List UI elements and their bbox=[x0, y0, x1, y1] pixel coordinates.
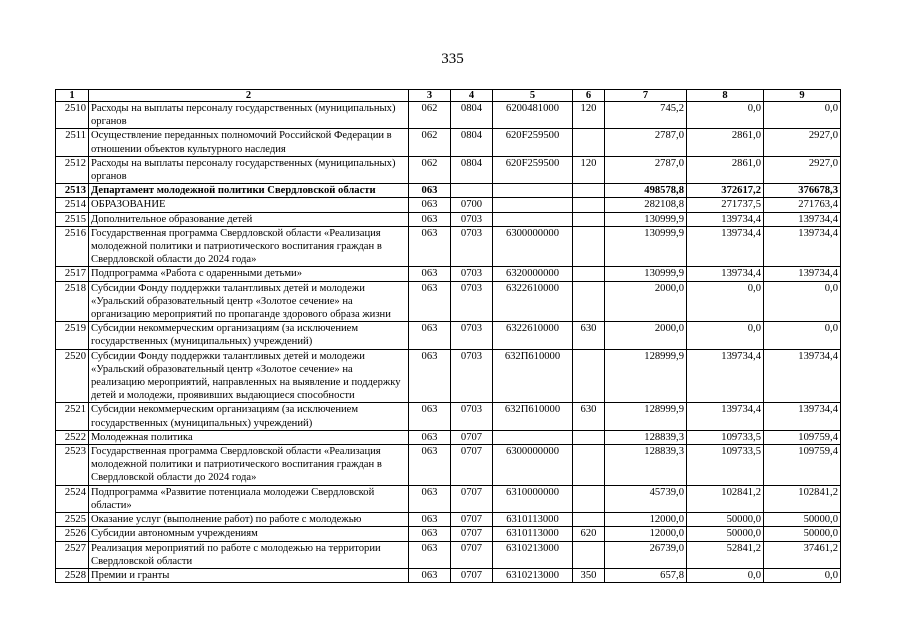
column-header: 1 bbox=[56, 90, 89, 102]
row-code-5 bbox=[493, 184, 573, 198]
table-row bbox=[56, 349, 841, 403]
row-amount-7: 130999,9 bbox=[605, 226, 687, 267]
row-code-3: 063 bbox=[409, 226, 451, 267]
row-code-4: 0700 bbox=[451, 198, 493, 212]
row-number: 2518 bbox=[56, 281, 89, 322]
row-amount-8: 102841,2 bbox=[687, 485, 764, 512]
row-code-3: 063 bbox=[409, 267, 451, 281]
column-header: 5 bbox=[493, 90, 573, 102]
row-code-5 bbox=[493, 212, 573, 226]
row-code-4: 0707 bbox=[451, 445, 493, 486]
row-amount-7: 26739,0 bbox=[605, 541, 687, 568]
row-amount-7: 128839,3 bbox=[605, 445, 687, 486]
row-name: Реализация мероприятий по работе с молодежью на территории Свердловской области bbox=[89, 541, 409, 568]
row-code-3: 063 bbox=[409, 198, 451, 212]
table-row bbox=[56, 102, 841, 129]
row-code-6: 120 bbox=[573, 156, 605, 183]
row-code-5: 6300000000 bbox=[493, 445, 573, 486]
row-number: 2510 bbox=[56, 102, 89, 129]
row-number: 2511 bbox=[56, 129, 89, 156]
row-code-3: 063 bbox=[409, 281, 451, 322]
row-name: Государственная программа Свердловской области «Реализация молодежной политики и патриотического воспитания граждан в Свердловской области до 2024 года» bbox=[89, 445, 409, 486]
row-amount-7: 657,8 bbox=[605, 568, 687, 582]
row-amount-8: 271737,5 bbox=[687, 198, 764, 212]
row-amount-9: 139734,4 bbox=[764, 403, 841, 430]
row-name: Подпрограмма «Работа с одаренными детьми» bbox=[89, 267, 409, 281]
row-code-5: 6300000000 bbox=[493, 226, 573, 267]
row-code-4: 0703 bbox=[451, 281, 493, 322]
row-code-4: 0703 bbox=[451, 212, 493, 226]
row-code-3: 063 bbox=[409, 184, 451, 198]
row-code-6 bbox=[573, 485, 605, 512]
column-header: 6 bbox=[573, 90, 605, 102]
row-number: 2516 bbox=[56, 226, 89, 267]
column-header: 4 bbox=[451, 90, 493, 102]
table-row bbox=[56, 513, 841, 527]
row-code-6: 350 bbox=[573, 568, 605, 582]
row-code-6 bbox=[573, 541, 605, 568]
row-code-6 bbox=[573, 129, 605, 156]
row-amount-8: 139734,4 bbox=[687, 403, 764, 430]
row-amount-7: 745,2 bbox=[605, 102, 687, 129]
row-code-4 bbox=[451, 184, 493, 198]
row-amount-7: 130999,9 bbox=[605, 212, 687, 226]
table-row bbox=[56, 156, 841, 183]
row-code-6 bbox=[573, 267, 605, 281]
table-row bbox=[56, 226, 841, 267]
row-number: 2525 bbox=[56, 513, 89, 527]
table-row bbox=[56, 445, 841, 486]
column-header: 9 bbox=[764, 90, 841, 102]
row-name: Субсидии Фонду поддержки талантливых детей и молодежи «Уральский образовательный центр «Золотое сечение» на реализацию мероприятий, направленных на выявление и поддержку детей и молодежи, проявивших выдающиеся способности bbox=[89, 349, 409, 403]
row-amount-9: 50000,0 bbox=[764, 513, 841, 527]
row-amount-9: 139734,4 bbox=[764, 267, 841, 281]
table-row bbox=[56, 129, 841, 156]
row-code-5: 6322610000 bbox=[493, 322, 573, 349]
row-code-5: 6310113000 bbox=[493, 527, 573, 541]
row-code-4: 0804 bbox=[451, 102, 493, 129]
row-code-4: 0703 bbox=[451, 349, 493, 403]
row-number: 2520 bbox=[56, 349, 89, 403]
row-amount-8: 139734,4 bbox=[687, 212, 764, 226]
row-amount-9: 0,0 bbox=[764, 281, 841, 322]
row-number: 2526 bbox=[56, 527, 89, 541]
row-name: ОБРАЗОВАНИЕ bbox=[89, 198, 409, 212]
row-code-4: 0703 bbox=[451, 403, 493, 430]
row-code-6 bbox=[573, 212, 605, 226]
row-amount-7: 2787,0 bbox=[605, 156, 687, 183]
row-amount-9: 2927,0 bbox=[764, 156, 841, 183]
row-amount-7: 2000,0 bbox=[605, 281, 687, 322]
row-amount-7: 12000,0 bbox=[605, 527, 687, 541]
row-code-6: 630 bbox=[573, 322, 605, 349]
row-code-3: 062 bbox=[409, 129, 451, 156]
row-amount-9: 109759,4 bbox=[764, 430, 841, 444]
row-amount-8: 372617,2 bbox=[687, 184, 764, 198]
row-amount-9: 2927,0 bbox=[764, 129, 841, 156]
row-amount-8: 139734,4 bbox=[687, 226, 764, 267]
row-code-5: 6310000000 bbox=[493, 485, 573, 512]
column-header: 7 bbox=[605, 90, 687, 102]
row-code-5: 6310213000 bbox=[493, 541, 573, 568]
row-name: Молодежная политика bbox=[89, 430, 409, 444]
row-number: 2522 bbox=[56, 430, 89, 444]
row-code-4: 0707 bbox=[451, 527, 493, 541]
row-amount-8: 2861,0 bbox=[687, 156, 764, 183]
row-amount-8: 139734,4 bbox=[687, 267, 764, 281]
row-code-4: 0804 bbox=[451, 129, 493, 156]
row-name: Субсидии Фонду поддержки талантливых детей и молодежи «Уральский образовательный центр «Золотое сечение» на организацию мероприятий по пропаганде здорового образа жизни bbox=[89, 281, 409, 322]
row-amount-9: 0,0 bbox=[764, 322, 841, 349]
column-header: 2 bbox=[89, 90, 409, 102]
row-name: Субсидии некоммерческим организациям (за исключением государственных (муниципальных) учреждений) bbox=[89, 322, 409, 349]
row-code-4: 0707 bbox=[451, 513, 493, 527]
table-row bbox=[56, 485, 841, 512]
table-row bbox=[56, 212, 841, 226]
row-amount-7: 128839,3 bbox=[605, 430, 687, 444]
row-amount-7: 498578,8 bbox=[605, 184, 687, 198]
row-code-3: 063 bbox=[409, 445, 451, 486]
row-code-3: 063 bbox=[409, 212, 451, 226]
row-amount-9: 0,0 bbox=[764, 568, 841, 582]
row-name: Государственная программа Свердловской области «Реализация молодежной политики и патриотического воспитания граждан в Свердловской области до 2024 года» bbox=[89, 226, 409, 267]
row-name: Оказание услуг (выполнение работ) по работе с молодежью bbox=[89, 513, 409, 527]
row-amount-9: 50000,0 bbox=[764, 527, 841, 541]
row-code-4: 0707 bbox=[451, 430, 493, 444]
row-name: Субсидии автономным учреждениям bbox=[89, 527, 409, 541]
row-name: Расходы на выплаты персоналу государственных (муниципальных) органов bbox=[89, 156, 409, 183]
row-code-6: 620 bbox=[573, 527, 605, 541]
table-row bbox=[56, 322, 841, 349]
row-amount-9: 102841,2 bbox=[764, 485, 841, 512]
row-code-6 bbox=[573, 184, 605, 198]
row-code-3: 062 bbox=[409, 102, 451, 129]
table-row bbox=[56, 430, 841, 444]
row-code-4: 0707 bbox=[451, 485, 493, 512]
row-number: 2512 bbox=[56, 156, 89, 183]
row-code-3: 063 bbox=[409, 527, 451, 541]
row-amount-8: 0,0 bbox=[687, 102, 764, 129]
row-name: Субсидии некоммерческим организациям (за исключением государственных (муниципальных) учреждений) bbox=[89, 403, 409, 430]
row-number: 2524 bbox=[56, 485, 89, 512]
row-code-5: 6200481000 bbox=[493, 102, 573, 129]
table-row bbox=[56, 568, 841, 582]
row-code-6 bbox=[573, 445, 605, 486]
table-row bbox=[56, 403, 841, 430]
row-number: 2513 bbox=[56, 184, 89, 198]
row-amount-7: 2000,0 bbox=[605, 322, 687, 349]
row-number: 2528 bbox=[56, 568, 89, 582]
row-code-5: 632П610000 bbox=[493, 403, 573, 430]
row-code-6 bbox=[573, 513, 605, 527]
row-code-4: 0707 bbox=[451, 568, 493, 582]
row-name: Дополнительное образование детей bbox=[89, 212, 409, 226]
row-amount-7: 45739,0 bbox=[605, 485, 687, 512]
row-code-4: 0703 bbox=[451, 267, 493, 281]
row-name: Департамент молодежной политики Свердловской области bbox=[89, 184, 409, 198]
row-code-5 bbox=[493, 430, 573, 444]
row-code-4: 0707 bbox=[451, 541, 493, 568]
budget-table bbox=[55, 89, 841, 583]
row-code-3: 063 bbox=[409, 322, 451, 349]
row-amount-9: 37461,2 bbox=[764, 541, 841, 568]
row-number: 2517 bbox=[56, 267, 89, 281]
row-code-5: 620F259500 bbox=[493, 129, 573, 156]
row-amount-8: 52841,2 bbox=[687, 541, 764, 568]
row-code-3: 063 bbox=[409, 485, 451, 512]
row-amount-7: 2787,0 bbox=[605, 129, 687, 156]
row-code-3: 063 bbox=[409, 403, 451, 430]
row-amount-8: 2861,0 bbox=[687, 129, 764, 156]
row-amount-9: 376678,3 bbox=[764, 184, 841, 198]
row-amount-9: 0,0 bbox=[764, 102, 841, 129]
row-amount-8: 50000,0 bbox=[687, 527, 764, 541]
row-code-5: 620F259500 bbox=[493, 156, 573, 183]
row-code-5: 6310213000 bbox=[493, 568, 573, 582]
row-number: 2514 bbox=[56, 198, 89, 212]
row-name: Премии и гранты bbox=[89, 568, 409, 582]
row-amount-9: 271763,4 bbox=[764, 198, 841, 212]
row-amount-7: 128999,9 bbox=[605, 403, 687, 430]
table-row bbox=[56, 527, 841, 541]
row-code-6 bbox=[573, 281, 605, 322]
row-code-6 bbox=[573, 430, 605, 444]
row-code-5: 6310113000 bbox=[493, 513, 573, 527]
row-number: 2521 bbox=[56, 403, 89, 430]
row-code-3: 063 bbox=[409, 513, 451, 527]
row-code-5: 632П610000 bbox=[493, 349, 573, 403]
row-amount-8: 0,0 bbox=[687, 281, 764, 322]
row-code-4: 0703 bbox=[451, 226, 493, 267]
row-amount-8: 50000,0 bbox=[687, 513, 764, 527]
row-amount-8: 139734,4 bbox=[687, 349, 764, 403]
column-header: 3 bbox=[409, 90, 451, 102]
row-amount-7: 128999,9 bbox=[605, 349, 687, 403]
row-amount-8: 0,0 bbox=[687, 568, 764, 582]
row-code-3: 063 bbox=[409, 430, 451, 444]
row-amount-8: 109733,5 bbox=[687, 430, 764, 444]
row-amount-8: 109733,5 bbox=[687, 445, 764, 486]
table-row bbox=[56, 281, 841, 322]
column-header: 8 bbox=[687, 90, 764, 102]
table-row bbox=[56, 541, 841, 568]
row-code-3: 062 bbox=[409, 156, 451, 183]
row-amount-9: 139734,4 bbox=[764, 226, 841, 267]
row-name: Подпрограмма «Развитие потенциала молодежи Свердловской области» bbox=[89, 485, 409, 512]
row-code-6 bbox=[573, 226, 605, 267]
row-amount-7: 282108,8 bbox=[605, 198, 687, 212]
row-amount-9: 139734,4 bbox=[764, 349, 841, 403]
row-code-3: 063 bbox=[409, 541, 451, 568]
row-number: 2515 bbox=[56, 212, 89, 226]
row-code-5: 6320000000 bbox=[493, 267, 573, 281]
row-code-6 bbox=[573, 198, 605, 212]
row-amount-7: 12000,0 bbox=[605, 513, 687, 527]
table-row bbox=[56, 184, 841, 198]
row-code-5 bbox=[493, 198, 573, 212]
row-code-4: 0804 bbox=[451, 156, 493, 183]
row-code-6 bbox=[573, 349, 605, 403]
row-number: 2527 bbox=[56, 541, 89, 568]
table-row bbox=[56, 267, 841, 281]
row-amount-8: 0,0 bbox=[687, 322, 764, 349]
row-name: Расходы на выплаты персоналу государственных (муниципальных) органов bbox=[89, 102, 409, 129]
table-header-row bbox=[56, 90, 841, 102]
table-body bbox=[56, 102, 841, 583]
row-code-4: 0703 bbox=[451, 322, 493, 349]
budget-table-container bbox=[55, 89, 840, 583]
row-code-6: 630 bbox=[573, 403, 605, 430]
page-number: 335 bbox=[441, 51, 464, 67]
row-number: 2523 bbox=[56, 445, 89, 486]
row-code-5: 6322610000 bbox=[493, 281, 573, 322]
table-row bbox=[56, 198, 841, 212]
row-code-3: 063 bbox=[409, 349, 451, 403]
row-amount-9: 139734,4 bbox=[764, 212, 841, 226]
row-amount-7: 130999,9 bbox=[605, 267, 687, 281]
row-number: 2519 bbox=[56, 322, 89, 349]
row-name: Осуществление переданных полномочий Российской Федерации в отношении объектов культурного наследия bbox=[89, 129, 409, 156]
row-code-3: 063 bbox=[409, 568, 451, 582]
row-amount-9: 109759,4 bbox=[764, 445, 841, 486]
row-code-6: 120 bbox=[573, 102, 605, 129]
